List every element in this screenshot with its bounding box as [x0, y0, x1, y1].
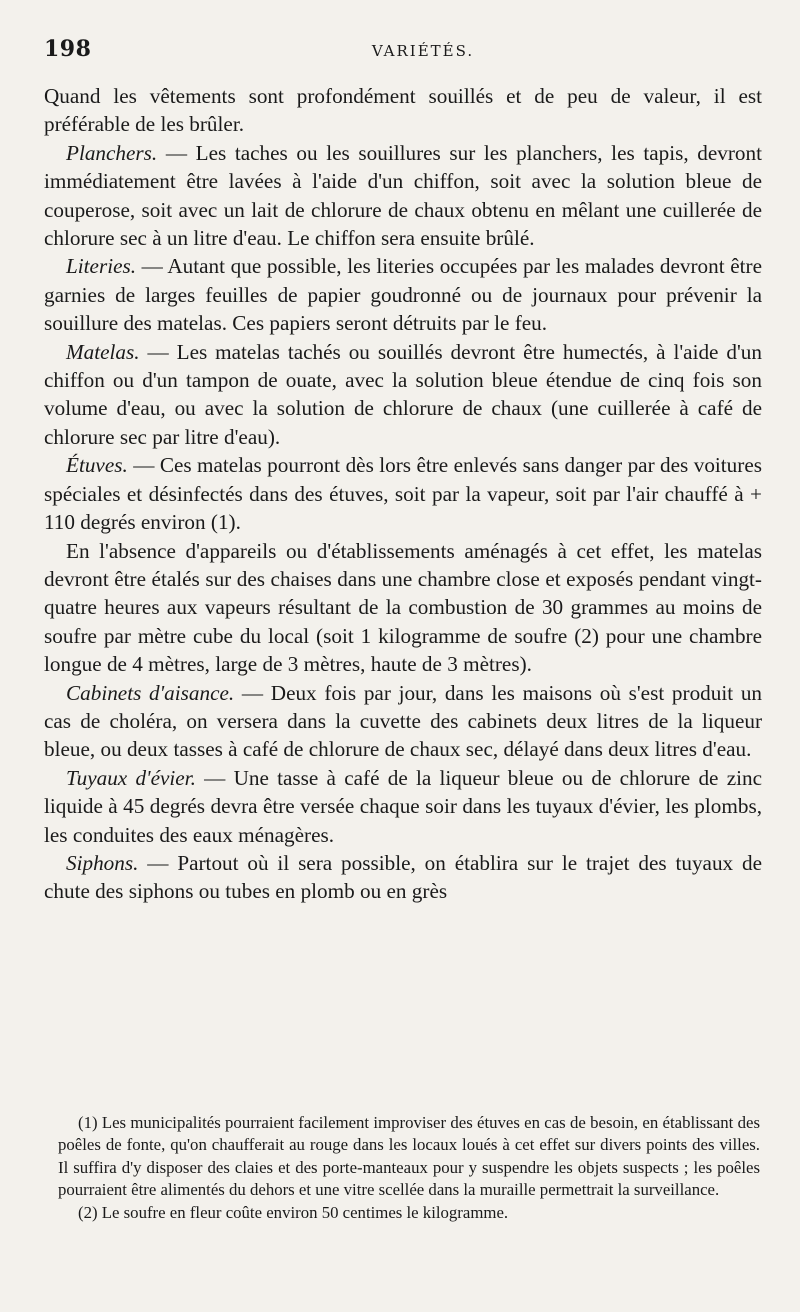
paragraph-vetements	[44, 82, 762, 139]
page-number: 198	[44, 36, 92, 62]
paragraph-siphons	[44, 849, 762, 906]
paragraph-text: — Les taches ou les souillures sur les planchers, les tapis, devront immédiatement être lavées à l'aide d'un chiffon, soit avec la solution bleue de couperose, soit avec un lait de chlorure de chaux obtenu en mêlant une cuillerée de chlorure sec à un litre d'eau. Le chiffon sera ensuite brûlé.	[44, 140, 762, 251]
paragraph-cabinets	[44, 679, 762, 764]
running-title: VARIÉTÉS.	[371, 42, 475, 60]
section-heading: Siphons.	[66, 850, 139, 875]
paragraph-absence	[44, 537, 762, 679]
paragraph-text: — Ces matelas pourront dès lors être enlevés sans danger par des voitures spéciales et désinfectés dans des étuves, soit par la vapeur, soit par l'air chauffé à + 110 degrés environ (1).	[44, 453, 762, 535]
page-header	[44, 36, 762, 80]
section-heading: Matelas.	[66, 339, 140, 364]
paragraph-etuves	[44, 451, 762, 536]
paragraph-tuyaux	[44, 764, 762, 849]
paragraph-text: — Partout où il sera possible, on établira sur le trajet des tuyaux de chute des siphons ou tubes en plomb ou en grès	[44, 850, 762, 904]
footnote-2: (2) Le soufre en fleur coûte environ 50 centimes le kilogramme.	[78, 1202, 509, 1222]
paragraph-text: Quand les vêtements sont profondément souillés et de peu de valeur, il est préférable de les brûler.	[44, 84, 762, 137]
body-text	[44, 82, 762, 906]
paragraph-matelas	[44, 338, 762, 452]
paragraph-text: En l'absence d'appareils ou d'établissements aménagés à cet effet, les matelas devront être étalés sur des chaises dans une chambre close et exposés pendant vingt-quatre heures aux vapeurs résultant de la combustion de 30 grammes au moins de soufre par mètre cube du local (soit 1 kilogramme de soufre (2) pour une chambre longue de 4 mètres, large de 3 mètres, haute de 3 mètres).	[44, 538, 762, 677]
paragraph-text: — Autant que possible, les literies occupées par les malades devront être garnies de larges feuilles de papier goudronné ou de journaux pour prévenir la souillure des matelas. Ces papiers seront détruits par le feu.	[44, 254, 762, 336]
section-heading: Tuyaux d'évier.	[66, 765, 196, 790]
section-heading: Planchers.	[66, 140, 158, 165]
paragraph-text: — Deux fois par jour, dans les maisons où s'est produit un cas de choléra, on versera dans la cuvette des cabinets deux litres de la liqueur bleue, ou deux tasses à café de chlorure de chaux sec, délayé dans deux litres d'eau.	[44, 680, 763, 762]
paragraph-text: — Une tasse à café de la liqueur bleue ou de chlorure de zinc liquide à 45 degrés devra être versée chaque soir dans les tuyaux d'évier, les plombs, les conduites des eaux ménagères.	[44, 765, 762, 847]
section-heading: Literies.	[66, 254, 137, 279]
footnotes	[58, 1112, 760, 1224]
paragraph-literies	[44, 252, 762, 337]
paragraph-planchers	[44, 139, 762, 253]
footnote-1: (1) Les municipalités pourraient facilement improviser des étuves en cas de besoin, en établissant des poêles de fonte, qu'on chaufferait au rouge dans les locaux loués à cet effet sur divers points des villes. Il suffira d'y disposer des claies et des porte-manteaux pour y suspendre les objets suspects ; les poêles pourraient être alimentés du dehors et une vitre scellée dans la muraille permettrait la surveillance.	[58, 1113, 760, 1200]
paragraph-text: — Les matelas tachés ou souillés devront être humectés, à l'aide d'un chiffon ou d'un tampon de ouate, avec la solution bleue étendue de cinq fois son volume d'eau, ou avec la solution de chlorure de chaux (une cuillerée à café de chlorure sec par litre d'eau).	[44, 339, 762, 449]
section-heading: Cabinets d'aisance.	[66, 680, 235, 705]
section-heading: Étuves.	[66, 453, 128, 478]
